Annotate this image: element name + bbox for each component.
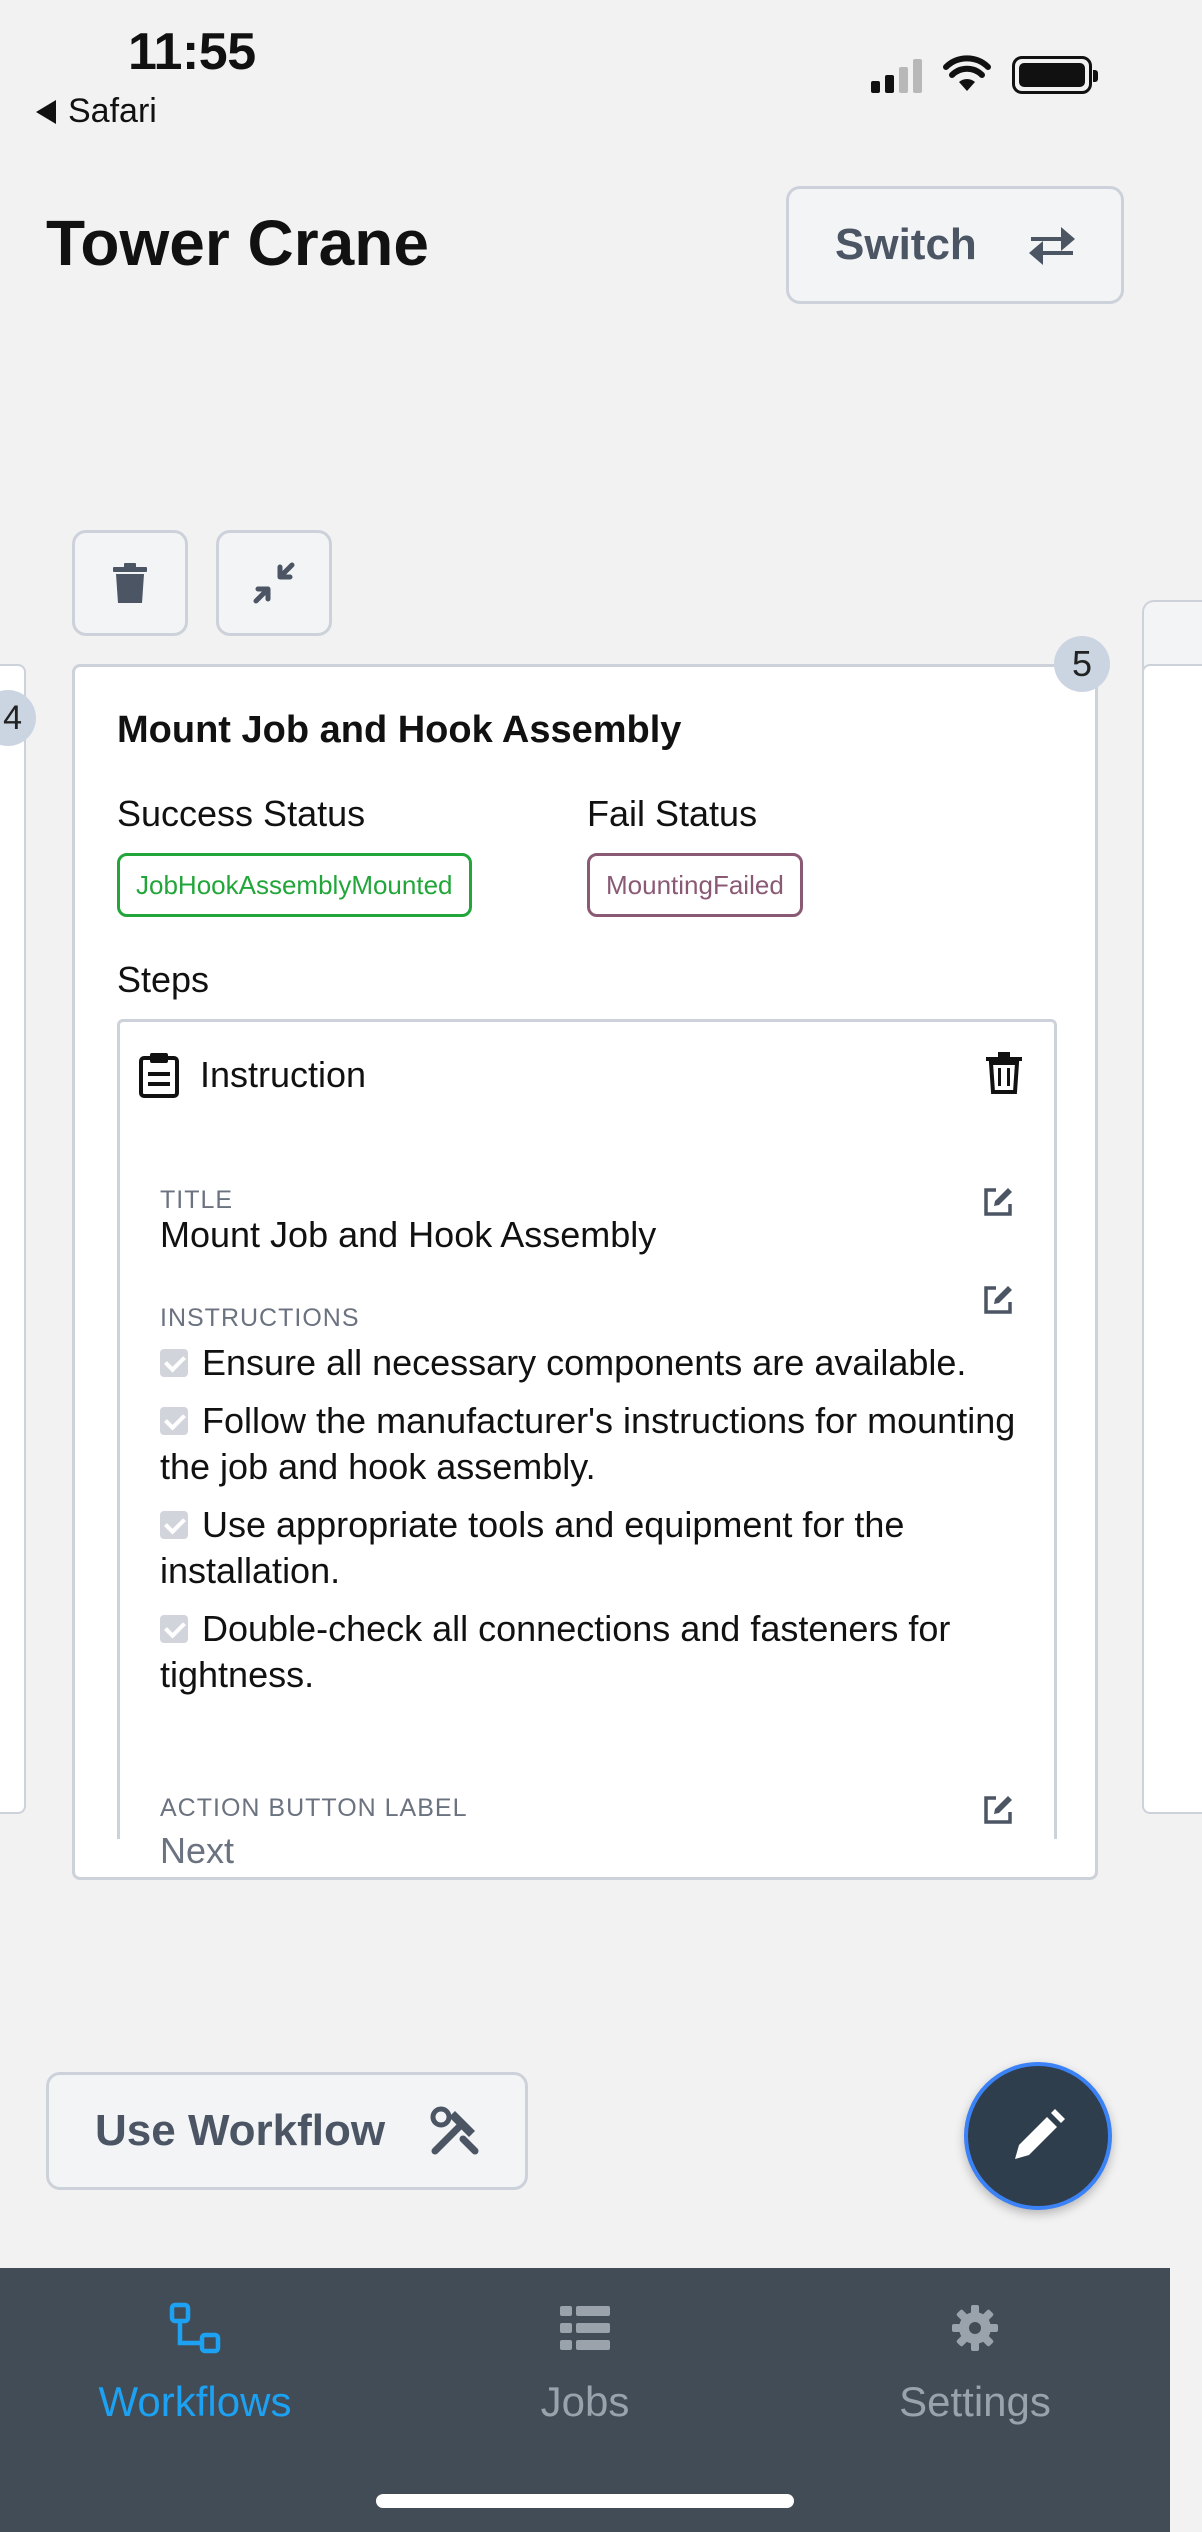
checkbox-icon[interactable] <box>160 1407 188 1435</box>
tab-label: Workflows <box>98 2378 292 2425</box>
edit-icon <box>982 1186 1014 1218</box>
instruction-item: Follow the manufacturer's instructions for mounting the job and hook assembly. <box>160 1400 1016 1487</box>
use-workflow-label: Use Workflow <box>95 2106 386 2155</box>
tab-settings[interactable] <box>780 2288 1170 2426</box>
checkbox-icon[interactable] <box>160 1511 188 1539</box>
pencil-icon <box>1011 2109 1065 2163</box>
step-number-badge: 5 <box>1054 636 1110 692</box>
action-button-label-value: Next <box>160 1830 235 1871</box>
title-field-value: Mount Job and Hook Assembly <box>160 1214 657 1255</box>
switch-label: Switch <box>835 220 977 269</box>
switch-button[interactable] <box>786 186 1124 304</box>
success-status-chip[interactable]: JobHookAssemblyMounted <box>117 853 472 917</box>
title-field-label: TITLE <box>160 1186 234 1214</box>
fail-status-label: Fail Status <box>587 793 758 834</box>
list-icon <box>560 2306 610 2350</box>
wifi-icon <box>944 57 990 93</box>
instructions-field-label: INSTRUCTIONS <box>160 1304 360 1332</box>
edit-instructions-button[interactable] <box>982 1284 1014 1321</box>
edit-icon <box>982 1794 1014 1826</box>
tools-icon <box>429 2105 481 2157</box>
instruction-item: Double-check all connections and fasteners for tightness. <box>160 1608 951 1695</box>
instruction-item: Use appropriate tools and equipment for the installation. <box>160 1504 905 1591</box>
back-label: Safari <box>68 92 157 130</box>
steps-label: Steps <box>117 959 210 1000</box>
home-indicator[interactable] <box>376 2494 794 2508</box>
step-type-label: Instruction <box>200 1054 367 1095</box>
compress-icon <box>252 561 296 605</box>
step-number-badge: 4 <box>0 690 36 746</box>
trash-icon <box>113 563 147 603</box>
action-button-label-field-label: ACTION BUTTON LABEL <box>160 1794 468 1822</box>
delete-workflow-button[interactable] <box>72 530 188 636</box>
tab-workflows[interactable] <box>0 2288 390 2426</box>
clipboard-icon <box>138 1052 180 1098</box>
status-time: 11:55 <box>128 23 256 81</box>
back-triangle-icon <box>36 100 56 124</box>
tab-jobs[interactable] <box>390 2288 780 2426</box>
edit-fab-button[interactable] <box>964 2062 1112 2210</box>
edit-icon <box>982 1284 1014 1316</box>
workflow-icon <box>169 2302 221 2354</box>
cellular-signal-icon <box>871 57 922 93</box>
instructions-list <box>160 1340 1020 1710</box>
use-workflow-button[interactable] <box>46 2072 528 2190</box>
workflow-step-card <box>72 664 1098 1880</box>
instruction-item: Ensure all necessary components are available. <box>160 1340 1020 1386</box>
checkbox-icon[interactable] <box>160 1615 188 1643</box>
page-title: Tower Crane <box>46 207 429 279</box>
delete-step-button[interactable] <box>986 1052 1022 1099</box>
edit-action-label-button[interactable] <box>982 1794 1014 1831</box>
previous-step-card[interactable] <box>0 664 26 1814</box>
swap-arrows-icon <box>1027 223 1077 267</box>
collapse-button[interactable] <box>216 530 332 636</box>
success-status-label: Success Status <box>117 793 366 834</box>
card-title: Mount Job and Hook Assembly <box>117 709 682 751</box>
instruction-step <box>117 1019 1057 1871</box>
fail-status-chip[interactable]: MountingFailed <box>587 853 803 917</box>
battery-icon <box>1012 56 1092 94</box>
trash-outline-icon <box>986 1052 1022 1094</box>
tab-label: Jobs <box>540 2378 630 2425</box>
checkbox-icon[interactable] <box>160 1349 188 1377</box>
edit-title-button[interactable] <box>982 1186 1014 1223</box>
gear-icon <box>952 2305 998 2351</box>
back-to-safari[interactable] <box>36 92 157 131</box>
next-step-card[interactable] <box>1142 664 1202 1814</box>
status-icons <box>871 56 1092 94</box>
bottom-tab-bar <box>0 2268 1170 2532</box>
tab-label: Settings <box>899 2378 1051 2425</box>
